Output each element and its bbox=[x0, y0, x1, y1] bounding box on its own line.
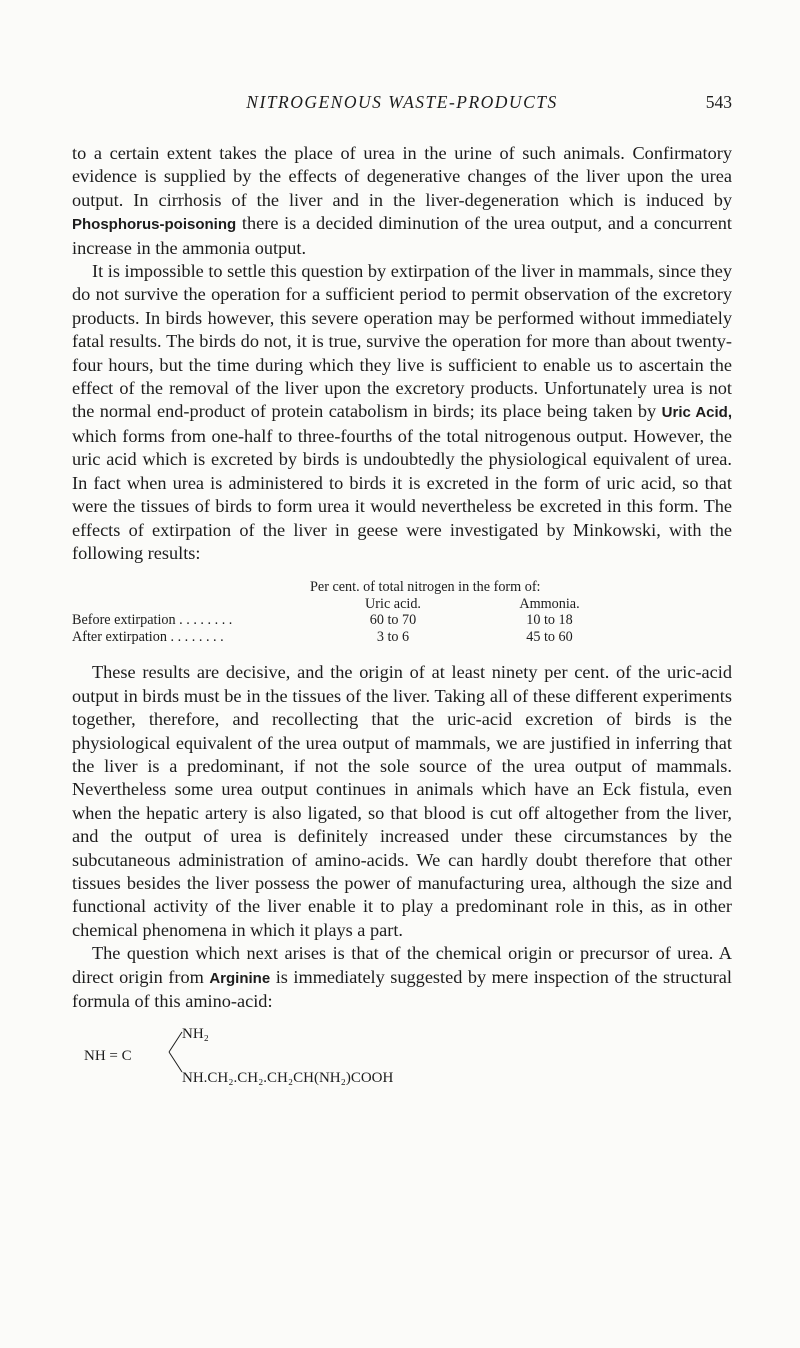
page-number: 543 bbox=[705, 92, 732, 112]
cell-uric-acid: 60 to 70 bbox=[369, 612, 417, 629]
term-phosphorus-poisoning: Phosphorus-poisoning bbox=[72, 216, 237, 234]
cell-ammonia: 10 to 18 bbox=[526, 612, 573, 629]
column-header-uric-acid: Uric acid. bbox=[365, 595, 421, 612]
table-row bbox=[72, 629, 732, 646]
term-uric-acid: Uric Acid, bbox=[661, 404, 732, 422]
row-label: After extirpation . . . . . . . . bbox=[72, 628, 224, 645]
term-arginine: Arginine bbox=[209, 969, 271, 987]
table-row bbox=[72, 612, 732, 629]
formula-top-group: NH₂ bbox=[182, 1026, 209, 1043]
paragraph-2: It is impossible to settle this question by extirpation of the liver in mammals, since they do not survive the operation for a sufficient period to permit observation of the excretory products. In birds however, this severe operation may be performed without immediately fatal results. The birds do not, it is true, survive the operation for more than about twenty-four hours, but the time during which they live is sufficient to enable us to ascertain the effect of the removal of the liver upon the excretory products. Unfortunately urea is not the normal end-product of protein catabolism in birds; its place being taken by Uric Acid, which forms from one-half to three-fourths of the total nitrogenous output. However, the uric acid which is excreted by birds is undoubtedly the physiological equivalent of urea. In fact when urea is administered to birds it is excreted in the form of uric acid, so that were the tissues of birds to form urea it would nevertheless be excreted in this form. The effects of extirpation of the liver in geese were investigated by Minkowski, with the following results: bbox=[72, 261, 732, 563]
formula-left: NH = C bbox=[84, 1048, 132, 1065]
page-header bbox=[72, 92, 732, 116]
table-header-row bbox=[72, 596, 732, 613]
paragraph-1: to a certain extent takes the place of urea in the urine of such animals. Confirmatory evidence is supplied by the effects of degenerative changes of the liver upon the urea output. In cirrhosis of the liver and in the liver-degeneration which is induced by Phosphorus-poisoning there is a decided diminution of the urea output, and a concurrent increase in the ammonia output. bbox=[72, 143, 732, 258]
table-caption: Per cent. of total nitrogen in the form of: bbox=[310, 579, 541, 596]
row-label: Before extirpation . . . . . . . . bbox=[72, 612, 233, 629]
formula-bottom-group: NH.CH₂.CH₂.CH₂CH(NH₂)COOH bbox=[182, 1070, 394, 1087]
paragraph-3: These results are decisive, and the origin of at least ninety per cent. of the uric-acid output in birds must be in the tissues of the liver. Taking all of these different experiments together, therefore, and recollecting that the uric-acid excretion of birds is the physiological equivalent of the urea output of mammals, we are justified in inferring that the liver is a predominant, if not the sole source of the urea output of mammals. Nevertheless some urea output continues in animals which have an Eck fistula, even when the hepatic artery is also ligated, so that blood is cut off altogether from the liver, and the output of urea is definitely increased under these circumstances by the subcutaneous administration of amino-acids. We can hardly doubt therefore that other tissues besides the liver possess the power of manufacturing urea, although the size and functional activity of the liver enable it to play a predominant role in this, as in other chemical phenomena in which it plays a part. bbox=[72, 662, 732, 940]
running-title: NITROGENOUS WASTE-PRODUCTS bbox=[246, 92, 558, 112]
column-header-ammonia: Ammonia. bbox=[519, 595, 580, 612]
paragraph-4: The question which next arises is that of the chemical origin or precursor of urea. A direct origin from Arginine is immediately suggested by mere inspection of the structural formula of this amino-acid: bbox=[72, 943, 732, 1011]
arginine-formula bbox=[72, 1023, 732, 1087]
cell-uric-acid: 3 to 6 bbox=[376, 628, 410, 645]
cell-ammonia: 45 to 60 bbox=[526, 628, 573, 645]
extirpation-results-table bbox=[72, 579, 732, 645]
page-body bbox=[72, 142, 732, 1087]
